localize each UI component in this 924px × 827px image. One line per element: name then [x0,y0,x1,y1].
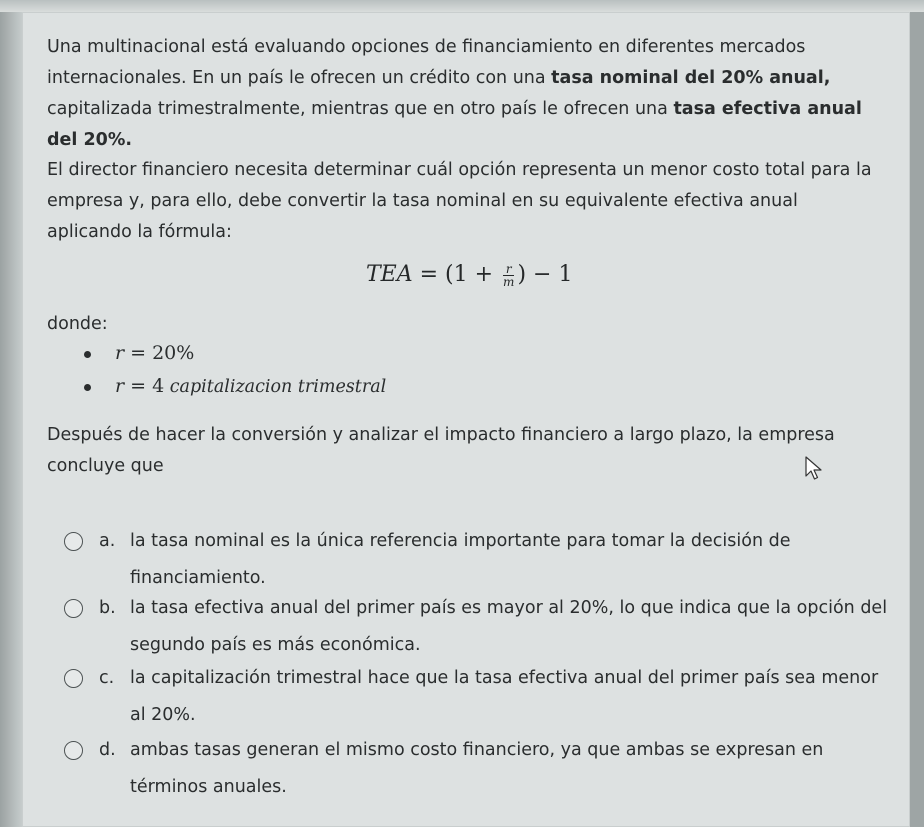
bold-text: tasa efectiva anual [673,99,862,119]
bullet-icon [84,384,91,391]
variable: r [115,375,125,397]
radio-button-icon[interactable] [64,741,83,760]
donde-label: donde: [47,314,108,334]
option-letter: b. [99,598,116,618]
option-text: términos anuales. [130,777,287,797]
option-text: ambas tasas generan el mismo costo financiero, ya que ambas se expresan en [130,740,824,760]
bullet-icon [84,351,91,358]
question-text: El director financiero necesita determinar cuál opción representa un menor costo total para la [47,160,872,180]
formula-eq: = (1 + [412,262,501,287]
top-edge [0,0,924,12]
question-card [22,12,910,827]
bold-text: del 20%. [47,130,133,150]
option-text: segundo país es más económica. [130,635,421,655]
question-text: aplicando la fórmula: [47,222,232,242]
bold-text: tasa nominal del 20% anual, [551,68,831,88]
question-text: Una multinacional está evaluando opciones de financiamiento en diferentes mercados [47,37,806,57]
option-letter: d. [99,740,116,760]
question-text: internacionales. En un país le ofrecen un crédito con una [47,68,552,88]
radio-button-icon[interactable] [64,669,83,688]
mouse-pointer-icon [805,456,823,482]
option-text: la tasa nominal es la única referencia importante para tomar la decisión de [130,531,791,551]
variable-value: = 4 [124,375,165,397]
question-text: concluye que [47,456,164,476]
option-text: al 20%. [130,705,196,725]
variable: r [115,342,125,364]
option-text: la capitalización trimestral hace que la tasa efectiva anual del primer país sea menor [130,668,879,688]
variable-value: = 20% [124,342,195,364]
fraction-denominator: m [503,274,515,289]
formula-lhs: TEA [366,262,413,287]
question-text: capitalizada trimestralmente, mientras que en otro país le ofrecen una [47,99,674,119]
question-paragraph-1 [47,32,897,156]
formula-rhs: ) − 1 [517,262,573,287]
formula-fraction [503,263,514,288]
bullet-item [84,342,194,364]
question-paragraph-3 [47,420,897,482]
radio-button-icon[interactable] [64,532,83,551]
question-text: empresa y, para ello, debe convertir la tasa nominal en su equivalente efectiva anual [47,191,798,211]
question-text: Después de hacer la conversión y analizar el impacto financiero a largo plazo, la empresa [47,425,835,445]
radio-button-icon[interactable] [64,599,83,618]
option-text: la tasa efectiva anual del primer país es mayor al 20%, lo que indica que la opción del [130,598,888,618]
tea-formula [366,262,572,288]
question-paragraph-2 [47,155,897,248]
bullet-item [84,375,386,397]
option-text: financiamiento. [130,568,266,588]
variable-note: capitalizacion trimestral [164,377,387,397]
fraction-numerator: r [503,263,514,276]
option-letter: a. [99,531,116,551]
option-letter: c. [99,668,115,688]
